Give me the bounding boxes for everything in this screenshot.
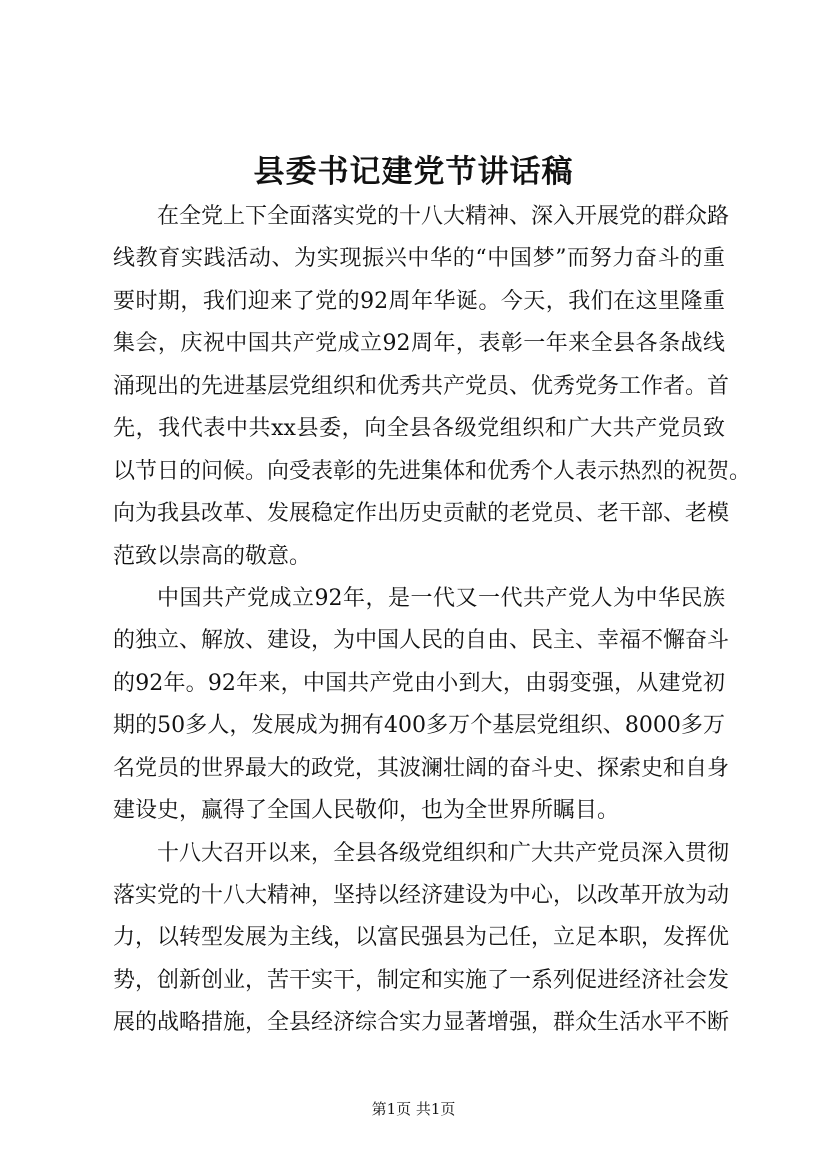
text-line: 范致以崇高的敬意。	[113, 543, 312, 569]
text-line: 势，创新创业，苦干实干，制定和实施了一系列促进经济社会发	[113, 967, 730, 993]
text-line: 要时期，我们迎来了党的92周年华诞。今天，我们在这里隆重	[113, 288, 725, 314]
text-line: 线教育实践活动、为实现振兴中华的“中国梦”而努力奋斗的重	[113, 246, 725, 272]
text-line: 建设史，赢得了全国人民敬仰，也为全世界所瞩目。	[113, 798, 620, 824]
paragraph	[113, 196, 752, 578]
text-line: 涌现出的先进基层党组织和优秀共产党员、优秀党务工作者。首	[113, 373, 730, 399]
text-line: 名党员的世界最大的政党，其波澜壮阔的奋斗史、探索史和自身	[113, 755, 730, 781]
paragraph	[113, 833, 730, 1045]
paragraph	[113, 578, 730, 833]
text-line: 在全党上下全面落实党的十八大精神、深入开展党的群众路	[157, 204, 730, 229]
text-line: 以节日的问候。向受表彰的先进集体和优秀个人表示热烈的祝贺。	[113, 458, 752, 484]
document-body	[113, 196, 752, 1045]
text-line: 落实党的十八大精神，坚持以经济建设为中心，以改革开放为动	[113, 883, 730, 908]
text-line: 中国共产党成立92年，是一代又一代共产党人为中华民族	[157, 585, 725, 611]
text-line: 力，以转型发展为主线，以富民强县为己任，立足本职，发挥优	[113, 925, 730, 951]
page-footer: 第1页 共1页	[371, 1100, 456, 1118]
text-line: 期的50多人，发展成为拥有400多万个基层党组织、8000多万	[113, 713, 725, 739]
text-line: 的92年。92年来，中国共产党由小到大，由弱变强，从建党初	[113, 670, 725, 696]
text-line: 十八大召开以来，全县各级党组织和广大共产党员深入贯彻	[157, 840, 730, 866]
document-title: 县委书记建党节讲话稿	[253, 154, 574, 190]
text-line: 集会，庆祝中国共产党成立92周年，表彰一年来全县各条战线	[113, 331, 725, 357]
text-line: 向为我县改革、发展稳定作出历史贡献的老党员、老干部、老模	[113, 501, 730, 527]
text-line: 的独立、解放、建设，为中国人民的自由、民主、幸福不懈奋斗	[113, 628, 730, 654]
text-line: 先，我代表中共xx县委，向全县各级党组织和广大共产党员致	[113, 416, 725, 442]
text-line: 展的战略措施，全县经济综合实力显著增强，群众生活水平不断	[113, 1010, 730, 1036]
